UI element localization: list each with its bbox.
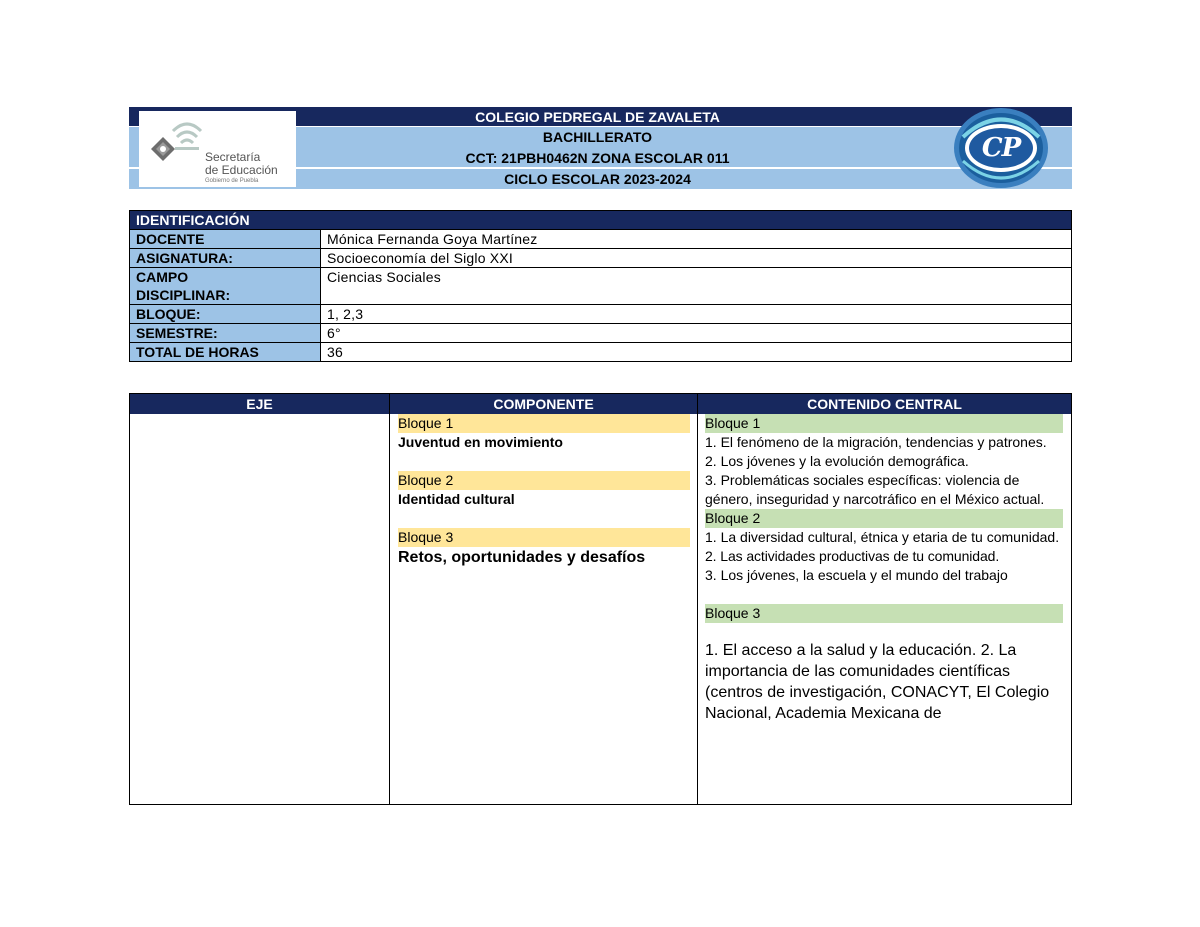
componente-bloque-2-title: Identidad cultural xyxy=(398,491,515,507)
logo-line-2: de Educación xyxy=(205,163,278,177)
table-row xyxy=(130,343,1072,362)
componente-bloque-2-tag: Bloque 2 xyxy=(398,471,690,490)
eje-cell xyxy=(130,414,389,804)
content-table xyxy=(129,393,1072,805)
contenido-bloque-2-tag: Bloque 2 xyxy=(705,509,1063,528)
table-row xyxy=(130,268,1072,305)
table-row xyxy=(130,305,1072,324)
list-item: 1. La diversidad cultural, étnica y etaria de tu comunidad. xyxy=(705,529,1060,545)
school-name: COLEGIO PEDREGAL DE ZAVALETA xyxy=(129,107,1072,127)
componente-bloque-3-title: Retos, oportunidades y desafíos xyxy=(398,549,646,566)
bloque-label: BLOQUE: xyxy=(130,305,321,324)
table-row xyxy=(130,324,1072,343)
docente-value: Mónica Fernanda Goya Martínez xyxy=(321,230,1072,249)
list-item: 2. Las actividades productivas de tu comunidad. xyxy=(705,548,1000,564)
campo-disciplinar-label: CAMPO DISCIPLINAR: xyxy=(130,268,321,305)
list-item: 3. Los jóvenes, la escuela y el mundo del trabajo xyxy=(705,567,1008,583)
componente-header: COMPONENTE xyxy=(493,396,594,412)
list-item: 1. El fenómeno de la migración, tendencias y patrones. xyxy=(705,434,1047,450)
componente-cell xyxy=(398,414,690,567)
campo-disciplinar-value: Ciencias Sociales xyxy=(321,268,1072,305)
content-table-header xyxy=(130,394,1071,414)
level-line: BACHILLERATO xyxy=(129,127,1072,147)
contenido-bloque-1-tag: Bloque 1 xyxy=(705,414,1063,433)
identification-title: IDENTIFICACIÓN xyxy=(130,211,1072,230)
table-row xyxy=(130,230,1072,249)
colegio-pedregal-logo xyxy=(951,107,1051,189)
semestre-label: SEMESTRE: xyxy=(130,324,321,343)
total-horas-value: 36 xyxy=(321,343,1072,362)
docente-label: DOCENTE xyxy=(130,230,321,249)
asignatura-label: ASIGNATURA: xyxy=(130,249,321,268)
contenido-central-header: CONTENIDO CENTRAL xyxy=(807,396,962,412)
cp-logo-text: CP xyxy=(981,133,1021,163)
contenido-central-cell xyxy=(705,414,1063,804)
list-item: 2. Los jóvenes y la evolución demográfica. xyxy=(705,453,969,469)
bloque-value: 1, 2,3 xyxy=(321,305,1072,324)
semestre-value: 6° xyxy=(321,324,1072,343)
componente-bloque-1-title: Juventud en movimiento xyxy=(398,434,563,450)
list-item: 3. Problemáticas sociales específicas: violencia de género, inseguridad y narcotráfico en el México actual. xyxy=(705,472,1045,507)
logo-line-1: Secretaría xyxy=(205,150,261,164)
total-horas-label: TOTAL DE HORAS xyxy=(130,343,321,362)
eje-header: EJE xyxy=(246,396,273,412)
secretaria-educacion-logo xyxy=(139,111,296,187)
logo-line-3: Gobierno de Puebla xyxy=(205,178,259,184)
identification-table xyxy=(129,210,1072,362)
table-row xyxy=(130,249,1072,268)
contenido-bloque-3-tag: Bloque 3 xyxy=(705,604,1063,623)
contenido-bloque-3-text: 1. El acceso a la salud y la educación. 2. La importancia de las comunidades científicas (centros de investigación, CONACYT, El Colegio Nacional, Academia Mexicana de xyxy=(705,642,1050,722)
componente-bloque-3-tag: Bloque 3 xyxy=(398,528,690,547)
componente-bloque-1-tag: Bloque 1 xyxy=(398,414,690,433)
school-header xyxy=(129,107,1072,189)
cct-line: CCT: 21PBH0462N ZONA ESCOLAR 011 xyxy=(129,147,1072,169)
asignatura-value: Socioeconomía del Siglo XXI xyxy=(321,249,1072,268)
school-year-line: CICLO ESCOLAR 2023-2024 xyxy=(129,169,1072,189)
